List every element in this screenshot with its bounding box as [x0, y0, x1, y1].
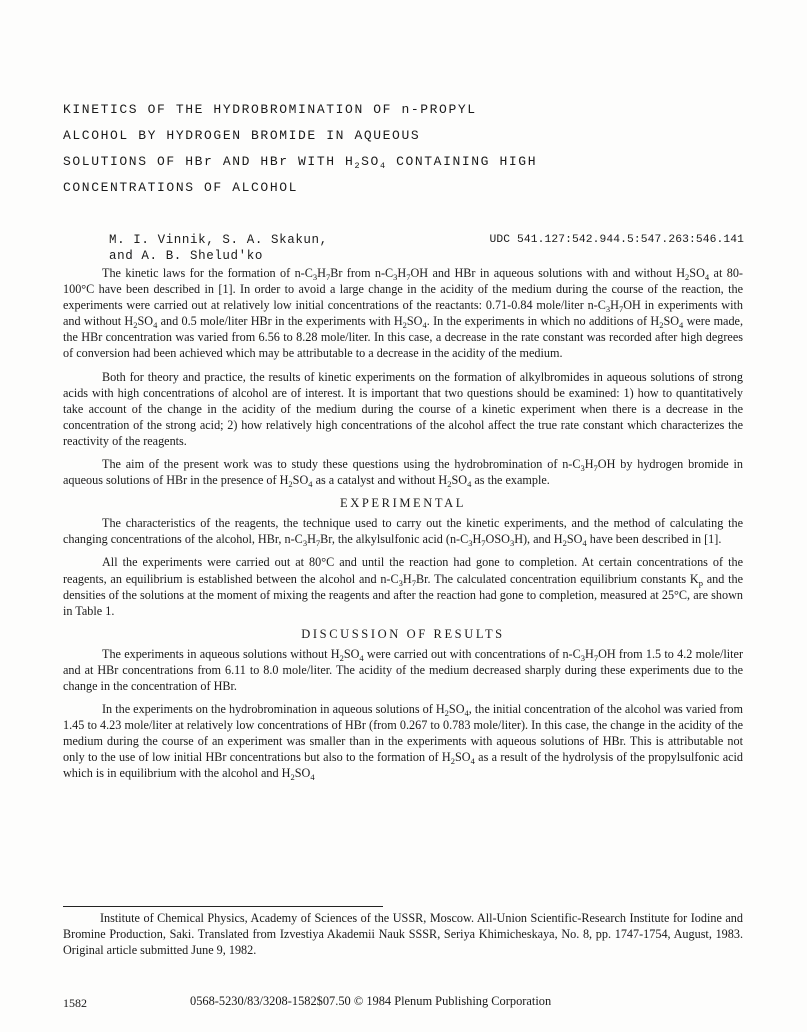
title-line: ALCOHOL BY HYDROGEN BROMIDE IN AQUEOUS [63, 128, 421, 143]
paragraph: The characteristics of the reagents, the technique used to carry out the kinetic experiments, and the method of calculating the changing concentrations of the alcohol, HBr, $n-C_3H_7Br$, the alkylsulfonic acid $(n-C_3H_7OSO_3H)$, and $H_2SO_4$ have been described in [1]. [63, 516, 743, 549]
paragraph: In the experiments on the hydrobromination in aqueous solutions of $H_2SO_4$, the initial concentration of the alcohol was varied from 1.45 to 4.23 mole/liter at relatively low concentrations of HBr (from 0.267 to 0.783 mole/liter). In this case, the change in the acidity of the medium during the course of an experiment was smaller than in the experiments with aqueous solutions of HBr. This is attributable not only to the use of low initial HBr concentrations but also to the formation of $H_2SO_4$ as a result of the hydrolysis of the propylsulfonic acid which is in equilibrium with the alcohol and $H_2SO_4$ [63, 702, 744, 783]
paragraph: The kinetic laws for the formation of $n-C_3H_7Br$ from $n-C_3H_7OH$ and HBr in aqueous solutions with and without $H_2SO_4$ at 80-100°C have been described in [1]. In order to avoid a large change in the acidity of the medium during the course of the reaction, the experiments were carried out at relatively low initial concentrations of the reactants: 0.71-0.84 mole/liter $n-C_3H_7OH$ in experiments with and without $H_2SO_4$ and 0.5 mole/liter HBr in the experiments with $H_2SO_4$. In the experiments in which no additions of $H_2SO_4$ were made, the HBr concentration was varied from 6.56 to 8.28 mole/liter. In this case, a decrease in the rate constant was recorded after high degrees of conversion had been achieved which may be attributable to a decrease in the acidity of the medium. [63, 266, 744, 361]
paragraph: All the experiments were carried out at 80°C and until the reaction had gone to completion. At certain concentrations of the reagents, an equilibrium is established between the alcohol and $n-C_3H_7Br$. The calculated concentration equilibrium constants $K_p$ and the densities of the solutions at the moment of mixing the reagents and after the reaction had gone to completion, measured at 25°C, are shown in Table 1. [63, 555, 743, 618]
article-title [63, 97, 663, 201]
title-line: CONCENTRATIONS OF ALCOHOL [63, 180, 299, 195]
section-heading-discussion: DISCUSSION OF RESULTS [301, 626, 505, 641]
udc-code: UDC 541.127:542.944.5:547.263:546.141 [489, 234, 744, 246]
footnote-divider [63, 906, 383, 907]
title-line: KINETICS OF THE HYDROBROMINATION OF n-PROPYL [63, 102, 477, 117]
paragraph: Both for theory and practice, the results of kinetic experiments on the formation of alkylbromides in aqueous solutions of strong acids with high concentrations of alcohol are of interest. It is important that two questions should be examined: 1) how to quantitatively take account of the change in the acidity of the medium during the course of a kinetic experiment when there is a decrease in the concentration of the strong acid; 2) how relatively high concentrations of the alcohol affect the true rate constant which characterizes the reactivity of the reagents. [63, 369, 743, 448]
title-line: SOLUTIONS OF HBr AND HBr WITH $H_2SO_4$ CONTAINING HIGH [63, 154, 538, 171]
page-number: 1582 [63, 996, 87, 1010]
authors [109, 232, 328, 264]
article-body [63, 265, 743, 789]
paragraph: The aim of the present work was to study these questions using the hydrobromination of $n-C_3H_7OH$ by hydrogen bromide in aqueous solutions of HBr in the presence of $H_2SO_4$ as a catalyst and without $H_2SO_4$ as the example. [63, 457, 743, 490]
authors-line: and A. B. Shelud'ko [109, 249, 263, 263]
section-heading-experimental: EXPERIMENTAL [339, 496, 467, 511]
copyright-line: 0568-5230/83/3208-1582$07.50 © 1984 Plenum Publishing Corporation [190, 994, 552, 1008]
paragraph: The experiments in aqueous solutions without $H_2SO_4$ were carried out with concentrations of $n-C_3H_7OH$ from 1.5 to 4.2 mole/liter and at HBr concentrations from 6.11 to 8.0 mole/liter. The acidity of the medium decreased sharply during these experiments due to the change in the concentration of HBr. [63, 646, 743, 693]
footnote: Institute of Chemical Physics, Academy of Sciences of the USSR, Moscow. All-Union Scientific-Research Institute for Iodine and Bromine Production, Saki. Translated from Izvestiya Akademii Nauk SSSR, Seriya Khimicheskaya, No. 8, pp. 1747-1754, August, 1983. Original article submitted June 9, 1982. [63, 911, 743, 957]
authors-line: M. I. Vinnik, S. A. Skakun, [109, 233, 328, 247]
